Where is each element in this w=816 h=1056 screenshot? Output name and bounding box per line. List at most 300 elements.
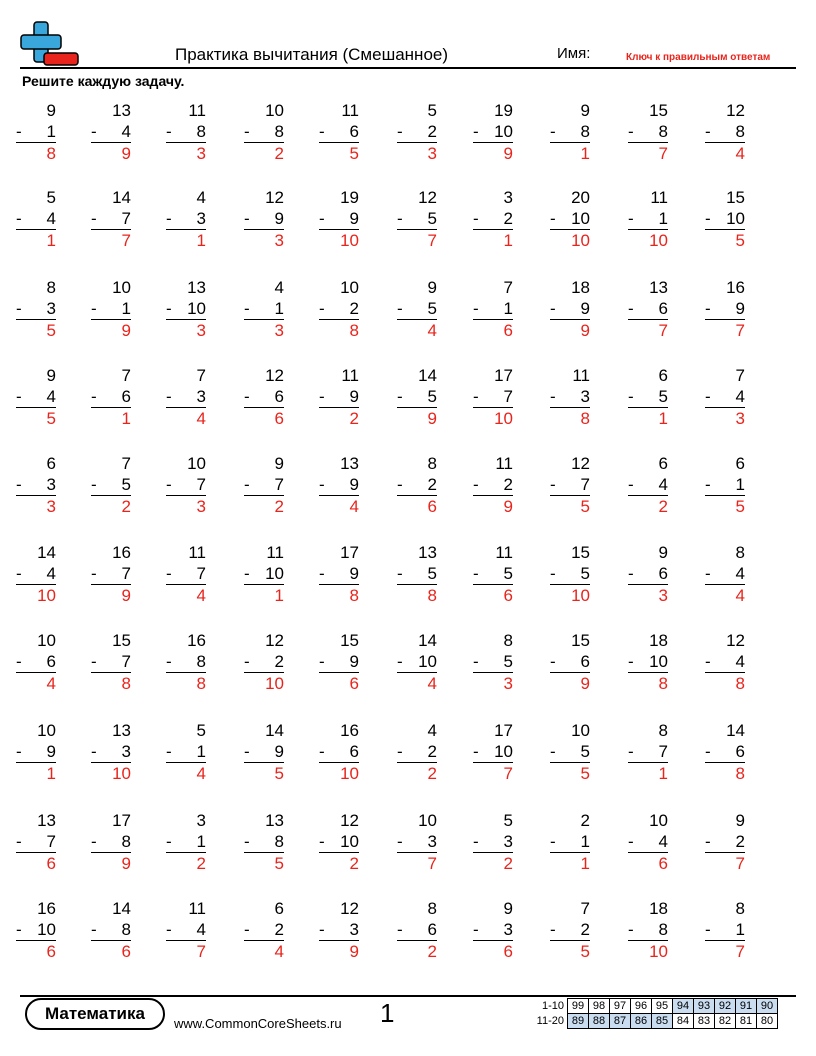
- subtrahend: - 7: [628, 742, 668, 761]
- subtrahend: - 4: [16, 209, 56, 228]
- minuend: 11: [188, 899, 206, 918]
- score-cell: 90: [757, 999, 778, 1014]
- subtrahend: - 2: [550, 920, 590, 939]
- problem: [319, 898, 359, 962]
- minuend: 15: [649, 101, 668, 120]
- answer: 10: [494, 409, 513, 428]
- subtrahend: - 5: [397, 387, 437, 406]
- answer: 9: [349, 942, 359, 961]
- subtrahend: - 4: [628, 832, 668, 851]
- subtrahend: - 5: [397, 299, 437, 318]
- minuend: 10: [37, 631, 56, 650]
- problem: [705, 100, 745, 164]
- subtrahend: - 6: [628, 299, 668, 318]
- minuend: 15: [340, 631, 359, 650]
- subtrahend: - 2: [244, 920, 284, 939]
- problem: [473, 453, 513, 517]
- problem: [319, 720, 359, 784]
- answer: 3: [427, 144, 437, 163]
- score-cell: 85: [652, 1014, 673, 1029]
- subtrahend: - 4: [91, 122, 131, 141]
- answer: 7: [658, 144, 668, 163]
- answer: 9: [121, 854, 131, 873]
- page-number: 1: [380, 998, 395, 1028]
- score-cell: 86: [631, 1014, 652, 1029]
- minuend: 13: [187, 278, 206, 297]
- minuend: 9: [46, 101, 56, 120]
- problem: [473, 187, 513, 251]
- problem: [628, 630, 668, 694]
- problem: [550, 277, 590, 341]
- answer: 9: [121, 321, 131, 340]
- problem: [397, 453, 437, 517]
- subtrahend: - 10: [705, 209, 745, 228]
- minuend: 12: [418, 188, 437, 207]
- problem: [16, 810, 56, 874]
- minuend: 14: [37, 543, 56, 562]
- answer: 8: [46, 144, 56, 163]
- subtrahend: - 3: [473, 920, 513, 939]
- subtrahend: - 8: [91, 920, 131, 939]
- minuend: 8: [735, 543, 745, 562]
- minuend: 6: [46, 454, 56, 473]
- problem: [16, 100, 56, 164]
- score-cell: 92: [715, 999, 736, 1014]
- minuend: 6: [658, 366, 668, 385]
- minuend: 5: [427, 101, 437, 120]
- minuend: 9: [427, 278, 437, 297]
- minuend: 5: [196, 721, 206, 740]
- answer: 8: [427, 586, 437, 605]
- answer: 4: [735, 144, 745, 163]
- problem: [705, 810, 745, 874]
- problem: [397, 100, 437, 164]
- subtrahend: - 10: [244, 564, 284, 583]
- answer: 2: [196, 854, 206, 873]
- answer: 6: [658, 854, 668, 873]
- minuend: 3: [503, 188, 513, 207]
- problem: [473, 542, 513, 606]
- subtrahend: - 2: [319, 299, 359, 318]
- minuend: 14: [418, 631, 437, 650]
- answer: 2: [349, 409, 359, 428]
- subtrahend: - 8: [244, 122, 284, 141]
- subtrahend: - 5: [550, 742, 590, 761]
- subtrahend: - 1: [166, 742, 206, 761]
- answer: 10: [340, 231, 359, 250]
- problem: [550, 810, 590, 874]
- answer: 10: [571, 586, 590, 605]
- answer: 2: [427, 942, 437, 961]
- subtrahend: - 7: [166, 475, 206, 494]
- minuend: 18: [571, 278, 590, 297]
- problem: [91, 365, 131, 429]
- subtrahend: - 6: [705, 742, 745, 761]
- score-cell: 91: [736, 999, 757, 1014]
- answer: 3: [196, 144, 206, 163]
- subtrahend: - 5: [628, 387, 668, 406]
- answer: 5: [274, 764, 284, 783]
- problem: [244, 100, 284, 164]
- answer: 8: [735, 674, 745, 693]
- minuend: 10: [37, 721, 56, 740]
- subtrahend: - 2: [397, 742, 437, 761]
- answer: 2: [349, 854, 359, 873]
- minuend: 13: [112, 101, 131, 120]
- minuend: 4: [274, 278, 284, 297]
- problem: [705, 453, 745, 517]
- minuend: 11: [341, 366, 359, 385]
- subtrahend: - 3: [16, 299, 56, 318]
- subtrahend: - 6: [91, 387, 131, 406]
- problem: [550, 542, 590, 606]
- problem: [550, 100, 590, 164]
- answer: 9: [580, 674, 590, 693]
- problem: [628, 365, 668, 429]
- minuend: 13: [112, 721, 131, 740]
- minuend: 11: [188, 543, 206, 562]
- score-row-label: 11-20: [536, 1015, 564, 1027]
- problem: [397, 898, 437, 962]
- subtrahend: - 3: [91, 742, 131, 761]
- minuend: 11: [266, 543, 284, 562]
- subtrahend: - 5: [397, 209, 437, 228]
- problem: [705, 187, 745, 251]
- minuend: 17: [340, 543, 359, 562]
- problem: [91, 720, 131, 784]
- minuend: 11: [341, 101, 359, 120]
- minuend: 16: [340, 721, 359, 740]
- answer: 6: [121, 942, 131, 961]
- subtrahend: - 1: [705, 475, 745, 494]
- minuend: 12: [265, 188, 284, 207]
- problem: [550, 720, 590, 784]
- answer: 3: [196, 321, 206, 340]
- problem: [319, 277, 359, 341]
- problem: [319, 100, 359, 164]
- subtrahend: - 2: [397, 122, 437, 141]
- minuend: 2: [580, 811, 590, 830]
- subtrahend: - 1: [91, 299, 131, 318]
- minuend: 8: [503, 631, 513, 650]
- problem: [244, 542, 284, 606]
- answer: 3: [503, 674, 513, 693]
- minuend: 16: [187, 631, 206, 650]
- answer: 5: [580, 764, 590, 783]
- problem: [16, 453, 56, 517]
- answer: 6: [503, 321, 513, 340]
- answer: 10: [649, 942, 668, 961]
- problem: [166, 100, 206, 164]
- answer: 9: [503, 497, 513, 516]
- answer: 7: [427, 231, 437, 250]
- minuend: 13: [265, 811, 284, 830]
- answer: 6: [503, 942, 513, 961]
- subtrahend: - 2: [473, 209, 513, 228]
- answer: 8: [196, 674, 206, 693]
- minuend: 14: [418, 366, 437, 385]
- score-cell: 82: [715, 1014, 736, 1029]
- problem: [550, 365, 590, 429]
- minuend: 15: [726, 188, 745, 207]
- answer: 7: [658, 321, 668, 340]
- subtrahend: - 1: [705, 920, 745, 939]
- problem: [244, 365, 284, 429]
- subtrahend: - 10: [550, 209, 590, 228]
- problem: [244, 810, 284, 874]
- subtrahend: - 3: [16, 475, 56, 494]
- subtrahend: - 9: [319, 652, 359, 671]
- problem: [473, 720, 513, 784]
- answer: 6: [503, 586, 513, 605]
- answer: 7: [503, 764, 513, 783]
- minuend: 12: [726, 631, 745, 650]
- problem: [397, 187, 437, 251]
- problem: [550, 898, 590, 962]
- minuend: 10: [418, 811, 437, 830]
- minuend: 9: [580, 101, 590, 120]
- answer: 10: [571, 231, 590, 250]
- minuend: 10: [187, 454, 206, 473]
- problem: [473, 898, 513, 962]
- subtrahend: - 6: [319, 742, 359, 761]
- plus-minus-logo-icon: [20, 20, 80, 68]
- subtrahend: - 9: [705, 299, 745, 318]
- answer: 5: [274, 854, 284, 873]
- subtrahend: - 7: [473, 387, 513, 406]
- subtrahend: - 8: [550, 122, 590, 141]
- problem: [166, 542, 206, 606]
- subtrahend: - 8: [166, 652, 206, 671]
- score-cell: 93: [694, 999, 715, 1014]
- answer: 7: [735, 321, 745, 340]
- minuend: 12: [571, 454, 590, 473]
- answer: 4: [427, 674, 437, 693]
- answer: 1: [658, 409, 668, 428]
- answer-key-label: Ключ к правильным ответам: [626, 52, 771, 63]
- subtrahend: - 2: [705, 832, 745, 851]
- problem: [628, 453, 668, 517]
- problem: [397, 720, 437, 784]
- problem: [473, 810, 513, 874]
- answer: 1: [274, 586, 284, 605]
- score-cell: 87: [610, 1014, 631, 1029]
- problem: [16, 720, 56, 784]
- minuend: 11: [495, 543, 513, 562]
- answer: 3: [735, 409, 745, 428]
- subtrahend: - 4: [705, 652, 745, 671]
- problem: [705, 542, 745, 606]
- answer: 7: [196, 942, 206, 961]
- minuend: 6: [735, 454, 745, 473]
- minuend: 9: [46, 366, 56, 385]
- subtrahend: - 10: [319, 832, 359, 851]
- minuend: 14: [112, 188, 131, 207]
- minuend: 8: [658, 721, 668, 740]
- problem: [16, 365, 56, 429]
- problem: [166, 365, 206, 429]
- minuend: 11: [650, 188, 668, 207]
- subtrahend: - 2: [473, 475, 513, 494]
- answer: 8: [580, 409, 590, 428]
- subtrahend: - 2: [397, 475, 437, 494]
- brand-badge: Математика: [25, 998, 165, 1030]
- problem: [550, 453, 590, 517]
- problem: [244, 720, 284, 784]
- subtrahend: - 4: [705, 387, 745, 406]
- answer: 9: [503, 144, 513, 163]
- answer: 5: [580, 497, 590, 516]
- subtrahend: - 6: [16, 652, 56, 671]
- problem: [550, 187, 590, 251]
- problem: [91, 810, 131, 874]
- minuend: 8: [46, 278, 56, 297]
- minuend: 10: [649, 811, 668, 830]
- minuend: 16: [112, 543, 131, 562]
- minuend: 13: [37, 811, 56, 830]
- problem: [91, 542, 131, 606]
- minuend: 16: [37, 899, 56, 918]
- minuend: 17: [494, 721, 513, 740]
- subtrahend: - 3: [473, 832, 513, 851]
- subtrahend: - 9: [244, 209, 284, 228]
- minuend: 3: [196, 811, 206, 830]
- minuend: 12: [265, 366, 284, 385]
- minuend: 12: [726, 101, 745, 120]
- problem: [319, 630, 359, 694]
- minuend: 11: [572, 366, 590, 385]
- score-cell: 84: [673, 1014, 694, 1029]
- answer: 2: [503, 854, 513, 873]
- subtrahend: - 1: [550, 832, 590, 851]
- score-cell: 97: [610, 999, 631, 1014]
- problem: [397, 365, 437, 429]
- problem: [705, 898, 745, 962]
- answer: 3: [274, 321, 284, 340]
- answer: 4: [196, 409, 206, 428]
- problem: [319, 453, 359, 517]
- answer: 6: [46, 942, 56, 961]
- subtrahend: - 8: [628, 920, 668, 939]
- minuend: 15: [571, 543, 590, 562]
- problem: [628, 187, 668, 251]
- problem: [166, 720, 206, 784]
- minuend: 13: [340, 454, 359, 473]
- minuend: 19: [494, 101, 513, 120]
- subtrahend: - 3: [397, 832, 437, 851]
- subtrahend: - 10: [166, 299, 206, 318]
- problem: [628, 542, 668, 606]
- problem: [244, 898, 284, 962]
- header-divider: [20, 67, 796, 69]
- minuend: 9: [658, 543, 668, 562]
- minuend: 10: [571, 721, 590, 740]
- subtrahend: - 4: [16, 564, 56, 583]
- answer: 4: [274, 942, 284, 961]
- answer: 1: [580, 854, 590, 873]
- problem: [16, 187, 56, 251]
- answer: 5: [349, 144, 359, 163]
- subtrahend: - 10: [473, 122, 513, 141]
- minuend: 4: [427, 721, 437, 740]
- answer: 10: [112, 764, 131, 783]
- subtrahend: - 3: [166, 209, 206, 228]
- subtrahend: - 9: [319, 475, 359, 494]
- problem: [628, 100, 668, 164]
- answer: 4: [349, 497, 359, 516]
- answer: 3: [658, 586, 668, 605]
- answer: 10: [340, 764, 359, 783]
- problem: [319, 810, 359, 874]
- answer: 1: [46, 231, 56, 250]
- problem: [473, 630, 513, 694]
- score-cell: 95: [652, 999, 673, 1014]
- subtrahend: - 7: [91, 564, 131, 583]
- minuend: 15: [571, 631, 590, 650]
- minuend: 5: [46, 188, 56, 207]
- answer: 2: [274, 497, 284, 516]
- minuend: 12: [265, 631, 284, 650]
- answer: 2: [121, 497, 131, 516]
- score-row-label: 1-10: [541, 1000, 564, 1012]
- problem: [319, 365, 359, 429]
- subtrahend: - 8: [244, 832, 284, 851]
- subtrahend: - 8: [705, 122, 745, 141]
- answer: 4: [427, 321, 437, 340]
- problem: [397, 630, 437, 694]
- answer: 1: [46, 764, 56, 783]
- minuend: 9: [735, 811, 745, 830]
- answer: 6: [349, 674, 359, 693]
- minuend: 11: [188, 101, 206, 120]
- answer: 4: [196, 764, 206, 783]
- minuend: 12: [340, 899, 359, 918]
- subtrahend: - 9: [244, 742, 284, 761]
- subtrahend: - 10: [473, 742, 513, 761]
- minuend: 17: [112, 811, 131, 830]
- minuend: 7: [503, 278, 513, 297]
- answer: 6: [274, 409, 284, 428]
- subtrahend: - 7: [91, 652, 131, 671]
- subtrahend: - 10: [397, 652, 437, 671]
- answer: 5: [46, 409, 56, 428]
- subtrahend: - 9: [16, 742, 56, 761]
- problem: [16, 542, 56, 606]
- subtrahend: - 6: [397, 920, 437, 939]
- answer: 1: [503, 231, 513, 250]
- minuend: 7: [121, 454, 131, 473]
- subtrahend: - 4: [16, 387, 56, 406]
- subtrahend: - 6: [550, 652, 590, 671]
- minuend: 6: [658, 454, 668, 473]
- answer: 9: [121, 586, 131, 605]
- subtrahend: - 8: [91, 832, 131, 851]
- subtrahend: - 6: [628, 564, 668, 583]
- subtrahend: - 7: [550, 475, 590, 494]
- problem: [397, 277, 437, 341]
- problem: [16, 277, 56, 341]
- minuend: 13: [418, 543, 437, 562]
- answer: 7: [735, 942, 745, 961]
- score-cell: 88: [589, 1014, 610, 1029]
- minuend: 10: [112, 278, 131, 297]
- problem: [244, 277, 284, 341]
- score-cell: 81: [736, 1014, 757, 1029]
- minuend: 14: [112, 899, 131, 918]
- subtrahend: - 6: [319, 122, 359, 141]
- answer: 9: [121, 144, 131, 163]
- problem: [473, 277, 513, 341]
